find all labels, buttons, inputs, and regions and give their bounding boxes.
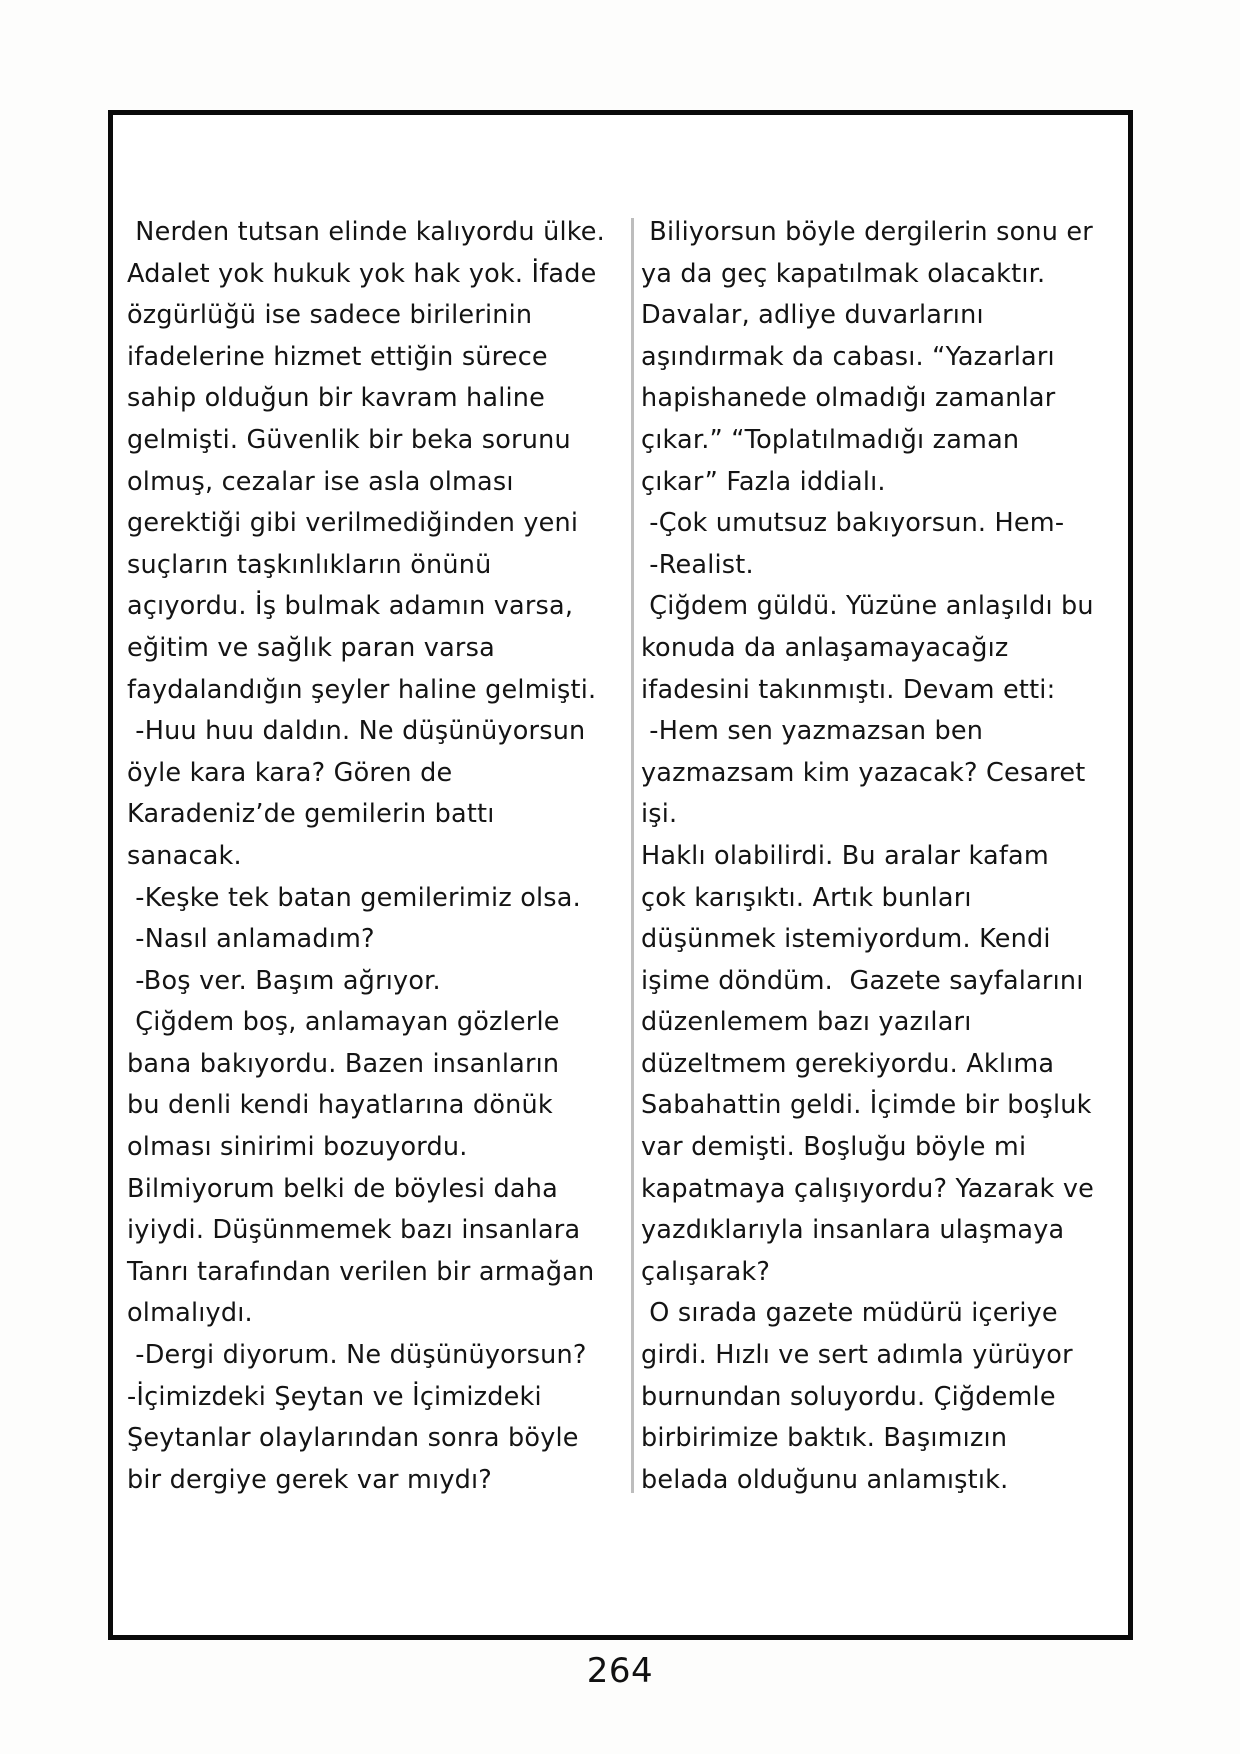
text-line: sahip olduğun bir kavram haline (127, 383, 546, 414)
text-line: bana bakıyordu. Bazen insanların (127, 1048, 560, 1079)
text-line: konuda da anlaşamayacağız (641, 632, 1009, 663)
text-line: O sırada gazete müdürü içeriye (641, 1298, 1058, 1329)
text-line: girdi. Hızlı ve sert adımla yürüyor (641, 1340, 1073, 1371)
text-line: yazdıklarıyla insanlara ulaşmaya (641, 1215, 1065, 1246)
text-line: çok karışıktı. Artık bunları (641, 882, 972, 913)
text-line: düzenlemem bazı yazıları (641, 1007, 972, 1038)
left-column (127, 212, 627, 1501)
text-line: öyle kara kara? Gören de (127, 757, 453, 788)
text-line: sanacak. (127, 840, 242, 871)
text-line: aşındırmak da cabası. “Yazarları (641, 341, 1055, 372)
text-line: işi. (641, 799, 678, 830)
text-line: Bilmiyorum belki de böylesi daha (127, 1173, 558, 1204)
text-line: kapatmaya çalışıyordu? Yazarak ve (641, 1173, 1095, 1204)
text-line: belada olduğunu anlamıştık. (641, 1464, 1009, 1495)
text-line: iyiydi. Düşünmemek bazı insanlara (127, 1215, 581, 1246)
page-number: 264 (586, 1651, 654, 1691)
text-line: özgürlüğü ise sadece birilerinin (127, 300, 533, 331)
text-line: ya da geç kapatılmak olacaktır. (641, 258, 1046, 289)
text-line: -Keşke tek batan gemilerimiz olsa. (127, 882, 581, 913)
text-line: Şeytanlar olaylarından sonra böyle (127, 1423, 579, 1454)
text-line: düşünmek istemiyordum. Kendi (641, 924, 1051, 955)
text-line: -Çok umutsuz bakıyorsun. Hem- (641, 508, 1065, 539)
text-line: çıkar.” “Toplatılmadığı zaman (641, 424, 1020, 455)
text-line: Davalar, adliye duvarlarını (641, 300, 984, 331)
text-line: -Nasıl anlamadım? (127, 924, 375, 955)
text-line: burnundan soluyordu. Çiğdemle (641, 1381, 1056, 1412)
text-line: düzeltmem gerekiyordu. Aklıma (641, 1048, 1055, 1079)
text-line: olmuş, cezalar ise asla olması (127, 466, 514, 497)
text-line: yazmazsam kim yazacak? Cesaret (641, 757, 1086, 788)
text-line: işime döndüm. Gazete sayfalarını (641, 965, 1084, 996)
text-line: Adalet yok hukuk yok hak yok. İfade (127, 258, 597, 289)
text-line: Çiğdem boş, anlamayan gözlerle (127, 1007, 560, 1038)
text-line: Tanrı tarafından verilen bir armağan (127, 1256, 595, 1287)
text-line: olmalıydı. (127, 1298, 253, 1329)
page-frame (108, 110, 1133, 1640)
text-line: Karadeniz’de gemilerin battı (127, 799, 495, 830)
text-line: var demişti. Boşluğu böyle mi (641, 1132, 1027, 1163)
text-line: ifadelerine hizmet ettiğin sürece (127, 341, 548, 372)
text-line: -Dergi diyorum. Ne düşünüyorsun? (127, 1340, 587, 1371)
text-line: Haklı olabilirdi. Bu aralar kafam (641, 840, 1049, 871)
column-divider (631, 218, 634, 1493)
text-line: ifadesini takınmıştı. Devam etti: (641, 674, 1056, 705)
text-line: -Hem sen yazmazsan ben (641, 716, 984, 747)
text-line: Sabahattin geldi. İçimde bir boşluk (641, 1090, 1092, 1121)
text-line: bu denli kendi hayatlarına dönük (127, 1090, 553, 1121)
right-column (641, 212, 1121, 1501)
text-line: Çiğdem güldü. Yüzüne anlaşıldı bu (641, 591, 1094, 622)
text-line: suçların taşkınlıkların önünü (127, 549, 492, 580)
text-line: birbirimize baktık. Başımızın (641, 1423, 1008, 1454)
text-line: gerektiği gibi verilmediğinden yeni (127, 508, 579, 539)
text-line: olması sinirimi bozuyordu. (127, 1132, 468, 1163)
text-line: Nerden tutsan elinde kalıyordu ülke. (127, 217, 605, 247)
text-line: -Boş ver. Başım ağrıyor. (127, 965, 441, 996)
text-line: -İçimizdeki Şeytan ve İçimizdeki (127, 1381, 542, 1412)
text-line: çalışarak? (641, 1256, 771, 1287)
text-line: -Realist. (641, 549, 754, 580)
text-line: çıkar” Fazla iddialı. (641, 466, 886, 497)
text-line: -Huu huu daldın. Ne düşünüyorsun (127, 716, 586, 747)
text-line: bir dergiye gerek var mıydı? (127, 1464, 493, 1495)
text-line: açıyordu. İş bulmak adamın varsa, (127, 591, 574, 622)
text-line: gelmişti. Güvenlik bir beka sorunu (127, 424, 571, 455)
text-line: eğitim ve sağlık paran varsa (127, 632, 495, 663)
text-line: Biliyorsun böyle dergilerin sonu er (641, 217, 1093, 247)
text-line: faydalandığın şeyler haline gelmişti. (127, 674, 597, 705)
text-line: hapishanede olmadığı zamanlar (641, 383, 1056, 414)
